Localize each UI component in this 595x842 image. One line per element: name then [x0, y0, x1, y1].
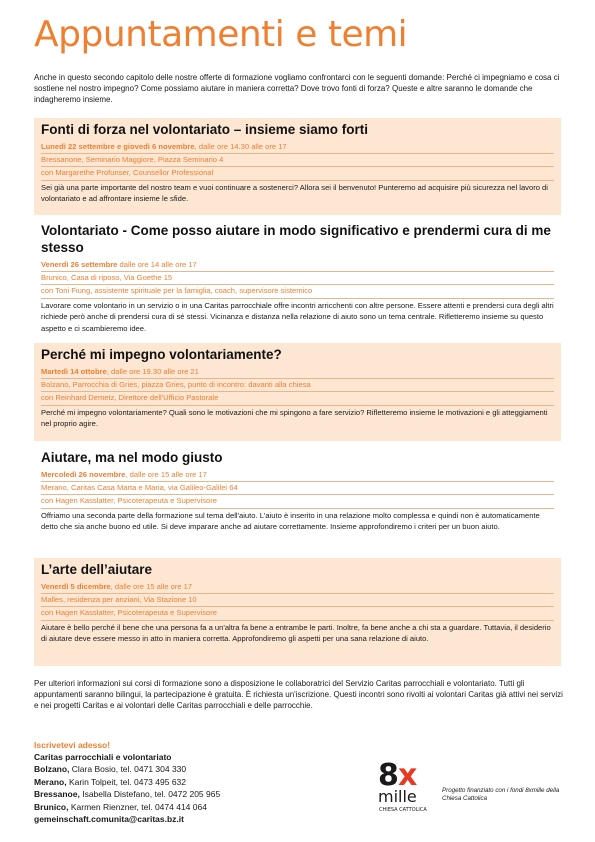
event-date: [41, 366, 554, 378]
event-speaker: con Toni Fiung, assistente spirituale per la famiglia, coach, supervisore sistemico: [41, 286, 313, 296]
event-date: [41, 259, 554, 271]
event-title: Perché mi impegno volontariamente?: [41, 347, 282, 362]
event-place: Malles, residenza per anziani, Via Stazione 10: [41, 595, 197, 605]
event-title: L’arte dell’aiutare: [41, 562, 153, 577]
event-date-day: Venerdì 26 settembre: [41, 260, 118, 269]
page-title: Appuntamenti e temi: [34, 14, 408, 55]
contact-row: [34, 801, 364, 814]
info-paragraph: Per ulteriori informazioni sui corsi di formazione sono a disposizione le collaboratrici del Servizio Caritas parrocchiali e volontariato. Tutti gli appuntamenti saranno bilingui, la partecipazione è gratuita. È richiesta un'iscrizione. Questi incontri sono rivolti ai volontari Caritas già attivi nei servizi e nei progetti Caritas e ai volontari delle Caritas parrocchiali e delle parrocchie.: [34, 679, 563, 710]
contact-city: Merano,: [34, 776, 67, 787]
event-time: , dalle ore 14.30 alle ore 17: [194, 142, 287, 151]
event-place: Bressanone, Seminario Maggiore, Piazza Seminario 4: [41, 155, 224, 165]
logo-word: mille: [378, 787, 417, 806]
event-section-fonti-di-forza: [34, 118, 561, 215]
contact-block: [34, 739, 364, 826]
contact-row: [34, 763, 364, 776]
event-date: [41, 141, 554, 153]
event-date-day: Venerdì 5 dicembre: [41, 582, 111, 591]
event-speaker: con Hagen Kasslatter, Psicoterapeuta e Supervisore: [41, 496, 218, 506]
divider: [41, 405, 554, 406]
contact-detail: Isabella Distefano, tel. 0472 205 965: [79, 789, 221, 799]
contact-city: Bolzano,: [34, 764, 70, 774]
event-description: Lavorare come volontario in un servizio o in una Caritas parrocchiale offre incontri arricchenti con altre persone. Essere attenti e prendersi cura degli altri richiede però anche di prendersi cura di sé stessi. Vicinanza e distanza nella relazione di aiuto sono un tema centrale. Rifletteremo insieme su questo aspetto e ci scambieremo idee.: [41, 300, 554, 333]
event-section-arte-aiutare: [34, 558, 561, 666]
event-date-day: Lunedì 22 settembre e giovedì 6 novembre: [41, 142, 195, 151]
divider: [41, 508, 554, 509]
event-date-day: Martedì 14 ottobre: [41, 367, 107, 376]
event-time: , dalle ore 15 alle ore 17: [125, 470, 207, 479]
event-description: Perché mi impegno volontariamente? Quali sono le motivazioni che mi spingono a fare servizio? Rifletteremo insieme le motivazioni e gli atteggiamenti nel proprio agire.: [41, 407, 548, 429]
contact-detail: Clara Bosio, tel. 0471 304 330: [69, 764, 187, 774]
contact-city: Bressanoe,: [34, 789, 80, 799]
event-place: Bolzano, Parrocchia di Gries, piazza Gries, punto di incontro: davanti alla chiesa: [41, 380, 311, 390]
event-title: Aiutare, ma nel modo giusto: [41, 450, 223, 465]
logo-number: 8: [378, 758, 399, 793]
contact-detail: Karin Tolpeit, tel. 0473 495 632: [66, 776, 186, 787]
event-section-volontariato: [34, 219, 561, 341]
event-title: Fonti di forza nel volontariato – insieme siamo forti: [41, 122, 369, 137]
divider: [41, 298, 554, 299]
8xmille-logo: [376, 757, 438, 815]
intro-paragraph: Anche in questo secondo capitolo delle nostre offerte di formazione vogliamo confrontarci con le seguenti domande: Perché ci impegniamo e cosa ci sostiene nel nostro impegno? Come possiamo aiutare in maniera corretta? Dove trovo fonti di forza? Queste e altre saranno le domande che indagheremo insieme.: [34, 73, 560, 104]
divider: [41, 620, 554, 621]
event-description: Sei già una parte importante del nostro team e vuoi continuare a sostenerci? Allora sei il benvenuto! Punteremo ad acquisire più sicurezza nel lavoro di volontariato e ad affrontare insieme le sfide.: [41, 182, 548, 204]
funding-caption: Progetto finanziato con i fondi 8xmille della Chiesa Cattolica: [442, 787, 560, 802]
event-description: Aiutare è bello perché il bene che una persona fa a un'altra fa bene a entrambe le parti. Inoltre, fa bene anche a chi sta a guardare. Tuttavia, il desiderio di aiutare deve essere messo in atto in maniera corretta. Approfondiremo gli aspetti per una sana relazione di aiuto.: [41, 622, 551, 644]
event-title: Volontariato - Come posso aiutare in modo significativo e prendermi cura di me stesso: [41, 223, 551, 255]
contact-detail: Karmen Rienzner, tel. 0474 414 064: [68, 801, 207, 812]
contact-row: [34, 776, 364, 789]
event-date: [41, 469, 554, 481]
contact-email-link[interactable]: gemeinschaft.comunita@caritas.bz.it: [34, 814, 184, 824]
event-speaker: con Margarethe Profunser, Counsellor Professional: [41, 168, 214, 178]
contact-city: Brunico,: [34, 801, 69, 812]
event-time: , dalle ore 15 alle ore 17: [110, 582, 193, 591]
contact-organization: Caritas parrocchiali e volontariato: [34, 752, 172, 762]
event-speaker: con Hagen Kasslatter, Psicoterapeuta e Supervisore: [41, 608, 218, 618]
contact-row: [34, 788, 364, 801]
event-date-day: Mercoledì 26 novembre: [41, 470, 126, 479]
event-description: Offriamo una seconda parte della formazione sul tema dell'aiuto. L'aiuto è inserito in una relazione molto complessa e quindi non è automaticamente detto che sia anche buono ed utile. Si deve imparare anche ad aiutare correttamente. Insieme approfondiremo i criteri per un buon aiuto.: [41, 510, 540, 532]
event-time: dalle ore 14 alle ore 17: [117, 260, 197, 269]
event-section-aiutare-modo-giusto: [34, 446, 561, 556]
event-place: Brunico, Casa di riposo, Via Goethe 15: [41, 273, 173, 283]
logo-x: x: [398, 758, 418, 793]
signup-call-to-action: Iscrivetevi adesso!: [34, 740, 111, 750]
event-time: , dalle ore 19.30 alle ore 21: [106, 367, 199, 376]
event-section-perche-mi-impegno: [34, 343, 561, 441]
event-speaker: con Reinhard Demetz, Direttore dell'Ufficio Pastorale: [41, 393, 219, 403]
divider: [41, 180, 554, 181]
logo-subtitle: CHIESA CATTOLICA: [379, 807, 427, 813]
event-place: Merano, Caritas Casa Marta e Maria, via Galileo-Galilei 64: [41, 483, 238, 493]
event-date: [41, 581, 554, 593]
